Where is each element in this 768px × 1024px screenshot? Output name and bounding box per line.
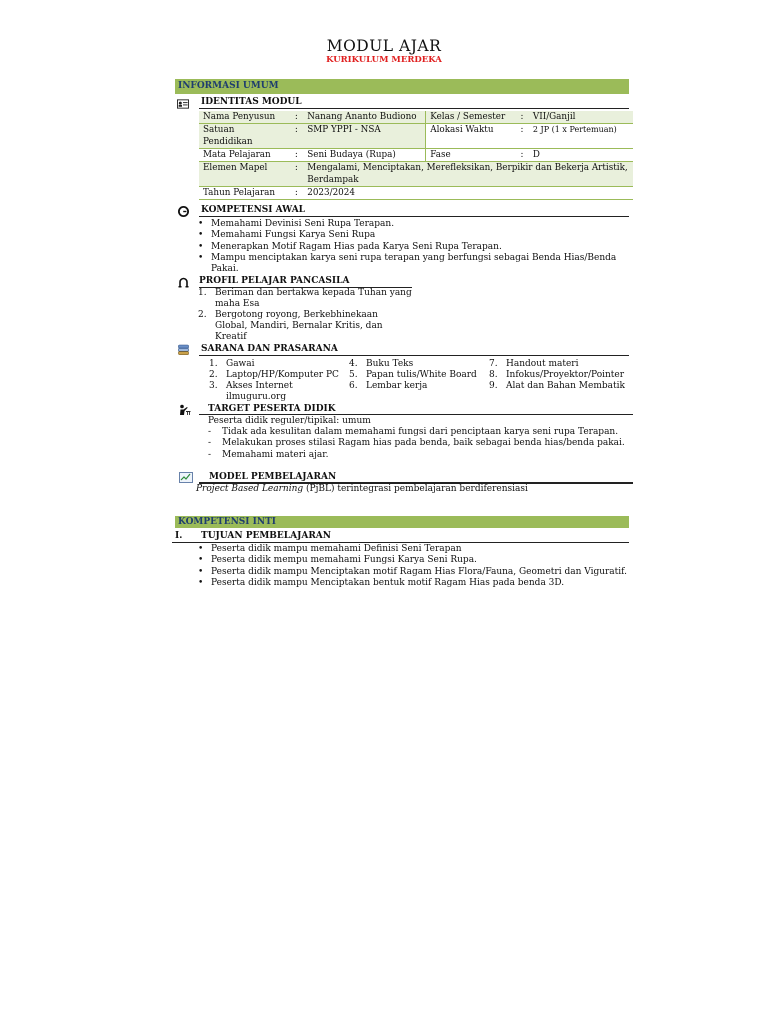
kompetensi-awal-rule	[199, 216, 629, 217]
list-item: • Peserta didik mampu Menciptakan bentuk motif Ragam Hias pada benda 3D.	[195, 578, 635, 589]
teacher-icon	[179, 404, 191, 415]
list-item: 9. Alat dan Bahan Membatik	[489, 381, 625, 391]
tujuan-heading: TUJUAN PEMBELAJARAN	[201, 531, 332, 541]
list-item: • Mampu menciptakan karya seni rupa terapan yang berfungsi sebagai Benda Hias/Benda Pakai.	[195, 253, 635, 276]
identitas-heading: IDENTITAS MODUL	[201, 97, 302, 107]
table-row: Satuan Pendidikan : SMP YPPI - NSA Alokasi Waktu : 2 JP (1 x Pertemuan)	[199, 124, 633, 149]
model-text: Project Based Learning (PjBL) terintegrasi pembelajaran berdiferensiasi	[196, 484, 528, 494]
table-row: Mata Pelajaran : Seni Budaya (Rupa) Fase : D	[199, 149, 633, 162]
profil-list	[198, 288, 413, 343]
identitas-table	[199, 111, 633, 200]
section-bar-informasi-umum: INFORMASI UMUM	[175, 79, 629, 94]
list-item: • Peserta didik mampu Menciptakan motif Ragam Hias Flora/Fauna, Geometri dan Viguratif.	[195, 567, 635, 578]
target-list	[206, 427, 636, 461]
tujuan-list	[195, 544, 635, 589]
person-tree-icon	[177, 277, 189, 288]
sarana-list	[209, 359, 639, 403]
tujuan-num: I.	[175, 531, 183, 541]
list-item: - Melakukan proses stilasi Ragam hias pada benda, baik sebagai benda hias/benda pakai.	[206, 438, 636, 449]
sarana-rule	[199, 355, 629, 356]
table-row: Nama Penyusun : Nanang Ananto Budiono Kelas / Semester : VII/Ganjil	[199, 111, 633, 124]
list-item: - Tidak ada kesulitan dalam memahami fungsi dari penciptaan karya seni rupa Terapan.	[206, 427, 636, 438]
list-item: 2. Laptop/HP/Komputer PC	[209, 370, 339, 380]
document-title: MODUL AJAR	[326, 37, 442, 55]
identitas-rule	[199, 108, 629, 109]
target-intro: Peserta didik reguler/tipikal: umum	[208, 416, 371, 426]
kompetensi-awal-list	[195, 219, 635, 275]
list-item: • Menerapkan Motif Ragam Hias pada Karya Seni Rupa Terapan.	[195, 242, 635, 253]
list-item: 8. Infokus/Proyektor/Pointer	[489, 370, 625, 380]
list-item: • Memahami Devinisi Seni Rupa Terapan.	[195, 219, 635, 230]
kompetensi-awal-heading: KOMPETENSI AWAL	[201, 205, 306, 215]
list-item: • Peserta didik mempu memahami Fungsi Karya Seni Rupa.	[195, 555, 635, 566]
stack-icon	[177, 344, 189, 355]
list-item: 1. Gawai	[209, 359, 255, 369]
profil-heading: PROFIL PELAJAR PANCASILA	[199, 276, 350, 286]
list-item: 1. Beriman dan bertakwa kepada Tuhan yang maha Esa	[198, 288, 412, 309]
gear-g-icon	[177, 206, 189, 217]
table-row: Tahun Pelajaran : 2023/2024	[199, 187, 633, 200]
section-bar-kompetensi-inti: KOMPETENSI INTI	[175, 516, 629, 528]
chart-icon	[179, 472, 193, 483]
list-item: 6. Lembar kerja	[349, 381, 428, 391]
list-item: 2. Bergotong royong, Berkebhinekaan Global, Mandiri, Bernalar Kritis, dan Kreatif	[198, 310, 383, 342]
list-item: 3. Akses Internet ilmuguru.org	[209, 381, 293, 402]
document-subtitle: KURIKULUM MERDEKA	[326, 55, 442, 65]
list-item: 5. Papan tulis/White Board	[349, 370, 477, 380]
id-card-icon	[177, 98, 189, 109]
list-item: • Memahami Fungsi Karya Seni Rupa	[195, 230, 635, 241]
list-item: 7. Handout materi	[489, 359, 579, 369]
model-heading: MODEL PEMBELAJARAN	[209, 472, 337, 482]
target-rule	[199, 414, 633, 415]
table-row: Elemen Mapel : Mengalami, Menciptakan, Merefleksikan, Berpikir dan Bekerja Artistik, Berdampak	[199, 162, 633, 187]
sarana-heading: SARANA DAN PRASARANA	[201, 344, 338, 354]
list-item: - Memahami materi ajar.	[206, 450, 636, 461]
list-item: • Peserta didik mampu memahami Definisi Seni Terapan	[195, 544, 635, 555]
tujuan-rule	[172, 542, 629, 543]
list-item: 4. Buku Teks	[349, 359, 414, 369]
target-heading: TARGET PESERTA DIDIK	[208, 404, 336, 414]
